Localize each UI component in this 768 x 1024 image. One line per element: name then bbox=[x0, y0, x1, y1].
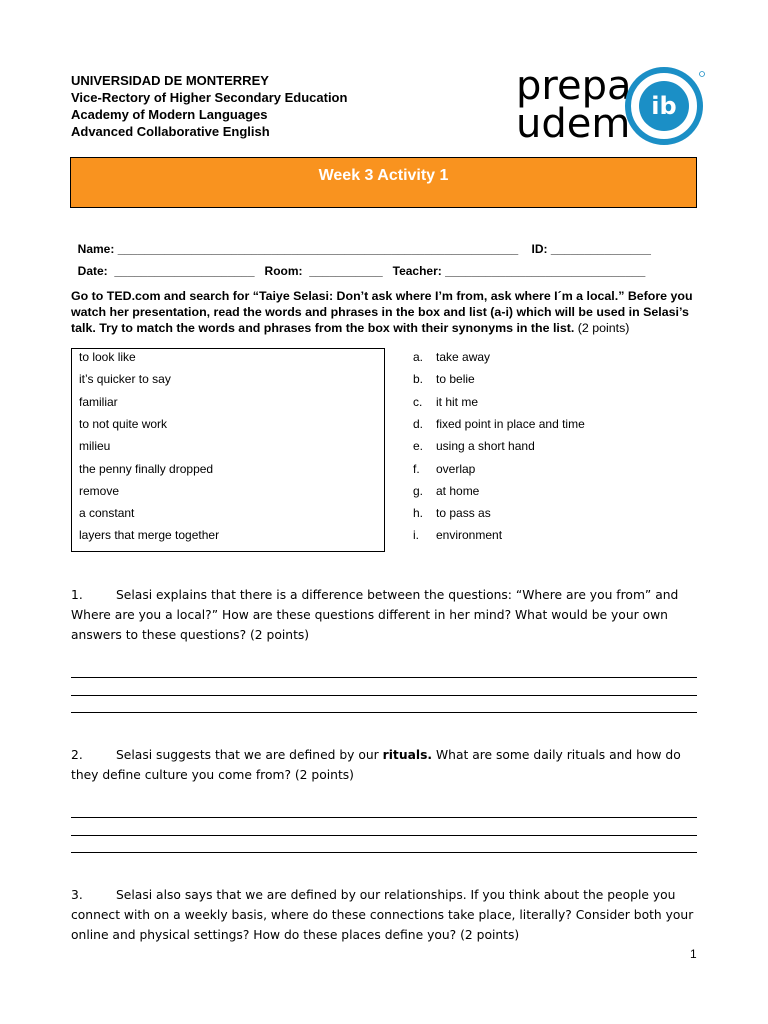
question-text-continued: What are some daily rituals and how do they define culture you come from? (2 points) bbox=[71, 748, 681, 782]
name-label: Name: bbox=[77, 242, 115, 256]
synonym-letter: h. bbox=[413, 506, 424, 520]
instructions-points: (2 points) bbox=[577, 321, 630, 335]
question-text: Selasi suggests that we are defined by our bbox=[116, 748, 383, 762]
question-number: 2. bbox=[71, 748, 83, 762]
header-line-academy: Academy of Modern Languages bbox=[71, 107, 268, 122]
header-line-course: Advanced Collaborative English bbox=[71, 124, 270, 139]
synonym-letter: i. bbox=[413, 528, 419, 542]
answer-line[interactable] bbox=[71, 712, 697, 713]
synonym-letter: f. bbox=[413, 462, 420, 476]
box-item: layers that merge together bbox=[79, 528, 220, 542]
activity-title: Week 3 Activity 1 bbox=[318, 167, 449, 184]
teacher-label: Teacher: bbox=[392, 264, 442, 278]
activity-title-banner bbox=[70, 157, 697, 208]
header-line-university: UNIVERSIDAD DE MONTERREY bbox=[71, 73, 269, 88]
question-1 bbox=[71, 585, 701, 645]
answer-line[interactable] bbox=[71, 695, 697, 696]
synonym-text: environment bbox=[436, 528, 503, 542]
date-label: Date: bbox=[77, 264, 108, 278]
answer-line[interactable] bbox=[71, 677, 697, 678]
date-blank[interactable]: _____________________ bbox=[114, 264, 255, 278]
synonym-text: to belie bbox=[436, 372, 475, 386]
box-item: remove bbox=[79, 484, 120, 498]
synonym-text: to pass as bbox=[436, 506, 491, 520]
box-item: the penny finally dropped bbox=[79, 462, 214, 476]
question-2 bbox=[71, 745, 701, 785]
question-bold-term: rituals. bbox=[382, 748, 433, 762]
answer-line[interactable] bbox=[71, 817, 697, 818]
box-item: familiar bbox=[79, 395, 118, 409]
box-item: a constant bbox=[79, 506, 135, 520]
teacher-blank[interactable]: ______________________________ bbox=[445, 264, 646, 278]
id-blank[interactable]: _______________ bbox=[550, 242, 651, 256]
institution-header bbox=[71, 72, 347, 140]
synonym-letter: a. bbox=[413, 350, 424, 364]
header-line-vice-rectory: Vice-Rectory of Higher Secondary Education bbox=[71, 90, 348, 105]
synonym-text: fixed point in place and time bbox=[436, 417, 585, 431]
synonym-text: take away bbox=[436, 350, 491, 364]
synonym-letter: b. bbox=[413, 372, 424, 386]
synonym-letter: e. bbox=[413, 439, 424, 453]
box-item: to not quite work bbox=[79, 417, 168, 431]
room-blank[interactable]: ___________ bbox=[309, 264, 383, 278]
name-blank[interactable]: ____________________________________________________________ bbox=[117, 242, 519, 256]
question-3 bbox=[71, 885, 701, 945]
logo-word-udem: udem bbox=[516, 101, 631, 147]
instructions-paragraph bbox=[71, 288, 701, 336]
answer-line[interactable] bbox=[71, 852, 697, 853]
synonym-letter: c. bbox=[413, 395, 423, 409]
logo-word-prepa: prepa bbox=[516, 63, 632, 109]
page-number: 1 bbox=[690, 947, 697, 961]
instructions-text: Go to TED.com and search for “Taiye Selasi: Don’t ask where I’m from, ask where I´m a local.” Before you watch her presentation, read the words and phrases in the box and list (a-i) which will be used in Selasi’s talk. Try to match the words and phrases from the box with their synonyms in the list. bbox=[71, 289, 693, 335]
question-text: Selasi also says that we are defined by our relationships. If you think about the people you connect with on a weekly basis, where do these connections take place, literally? Consider both your online and physical settings? How do these places define you? (2 points) bbox=[71, 888, 694, 942]
synonym-text: using a short hand bbox=[436, 439, 535, 453]
question-number: 1. bbox=[71, 588, 83, 602]
date-room-teacher-row bbox=[71, 250, 645, 278]
synonym-text: overlap bbox=[436, 462, 476, 476]
word-box bbox=[71, 348, 385, 552]
box-item: milieu bbox=[79, 439, 111, 453]
answer-line[interactable] bbox=[71, 835, 697, 836]
question-number: 3. bbox=[71, 888, 83, 902]
room-label: Room: bbox=[264, 264, 303, 278]
box-item: it’s quicker to say bbox=[79, 372, 171, 386]
ib-world-school-seal bbox=[624, 66, 706, 146]
synonym-letter: d. bbox=[413, 417, 424, 431]
synonym-text: at home bbox=[436, 484, 480, 498]
seal-ib-text: ib bbox=[651, 92, 677, 120]
synonym-text: it hit me bbox=[436, 395, 479, 409]
question-text: Selasi explains that there is a difference between the questions: “Where are you from” and Where are you a local?” How are these questions different in her mind? What would be your own answers to these questions? (2 points) bbox=[71, 588, 679, 642]
box-item: to look like bbox=[79, 350, 136, 364]
prepa-udem-ib-logo bbox=[516, 63, 706, 147]
id-label: ID: bbox=[531, 242, 548, 256]
synonym-letter: g. bbox=[413, 484, 424, 498]
